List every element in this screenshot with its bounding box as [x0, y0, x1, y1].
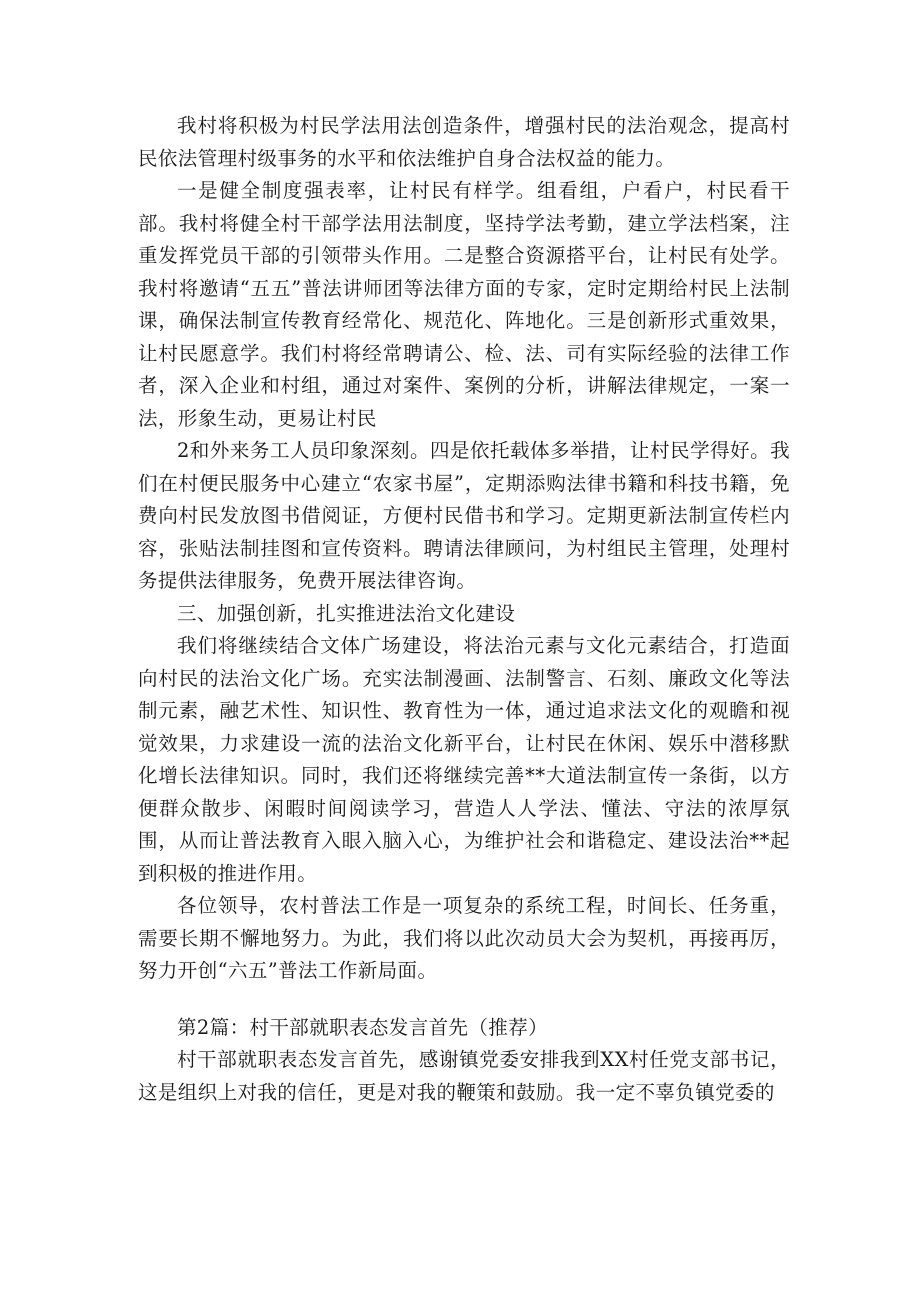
paragraph-4: 我们将继续结合文体广场建设，将法治元素与文化元素结合，打造面向村民的法治文化广场。充实法制漫画、法制警言、石刻、廉政文化等法制元素，融艺术性、知识性、教育性为一体，通过追求法文化的观瞻和视觉效果，力求建设一流的法治文化新平台，让村民在休闲、娱乐中潜移默化增长法律知识。同时，我们还将继续完善**大道法制宣传一条街，以方便群众散步、闲暇时间阅读学习，营造人人学法、懂法、守法的浓厚氛围，从而让普法教育入眼入脑入心，为维护社会和谐稳定、建设法治**起到积极的推进作用。: [138, 634, 790, 885]
paragraph-6: 村干部就职表态发言首先，感谢镇党委安排我到XX村任党支部书记，这是组织上对我的信任，更是对我的鞭策和鼓励。我一定不辜负镇党委的: [138, 1048, 790, 1104]
paragraph-2: 一是健全制度强表率，让村民有样学。组看组，户看户，村民看干部。我村将健全村干部学法用法制度，坚持学法考勤，建立学法档案，注重发挥党员干部的引领带头作用。二是整合资源搭平台，让村民有处学。我村将邀请“五五”普法讲师团等法律方面的专家，定时定期给村民上法制课，确保法制宣传教育经常化、规范化、阵地化。三是创新形式重效果，让村民愿意学。我们村将经常聘请公、检、法、司有实际经验的法律工作者，深入企业和村组，通过对案件、案例的分析，讲解法律规定，一案一法，形象生动，更易让村民: [138, 179, 790, 430]
section-heading: 三、加强创新，扎实推进法治文化建设: [177, 601, 516, 625]
article-title: 第2篇：村干部就职表态发言首先（推荐）: [177, 1015, 549, 1039]
paragraph-5: 各位领导，农村普法工作是一项复杂的系统工程，时间长、任务重，需要长期不懈地努力。为此，我们将以此次动员大会为契机，再接再厉，努力开创“六五”普法工作新局面。: [138, 894, 790, 982]
document-page: [138, 110, 790, 1109]
paragraph-3: 2和外来务工人员印象深刻。四是依托载体多举措，让村民学得好。我们在村便民服务中心建立“农家书屋”，定期添购法律书籍和科技书籍，免费向村民发放图书借阅证，方便村民借书和学习。定期更新法制宣传栏内容，张贴法制挂图和宣传资料。聘请法律顾问，为村组民主管理，处理村务提供法律服务，免费开展法律咨询。: [138, 439, 790, 592]
paragraph-1: 我村将积极为村民学法用法创造条件，增强村民的法治观念，提高村民依法管理村级事务的水平和依法维护自身合法权益的能力。: [138, 114, 790, 170]
